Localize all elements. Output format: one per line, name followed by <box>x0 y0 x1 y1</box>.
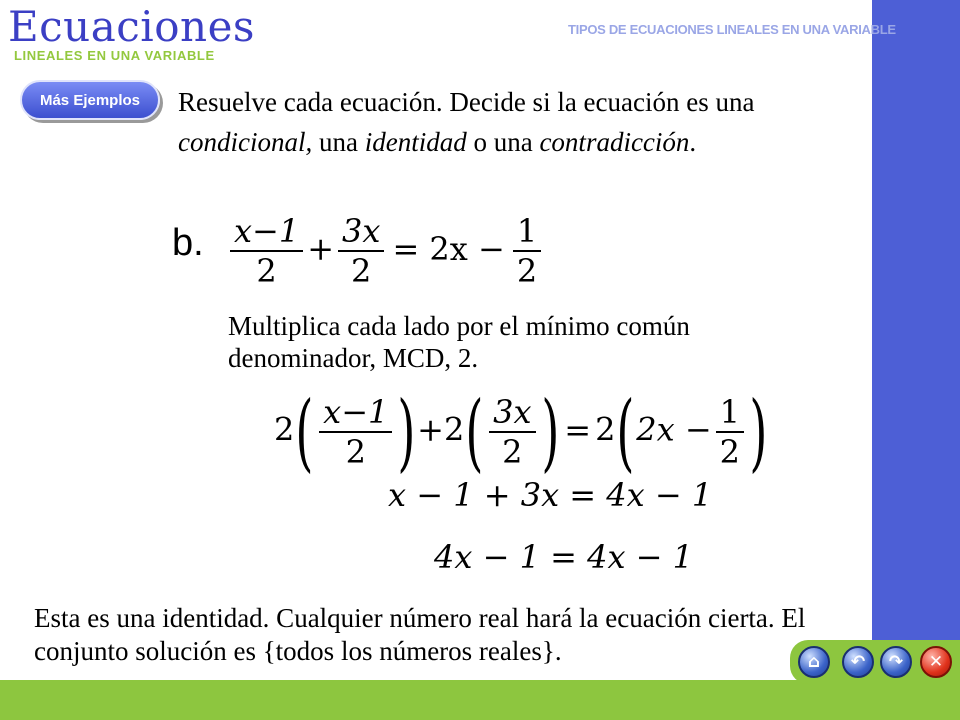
close-icon[interactable]: ✕ <box>920 646 952 678</box>
topic-header: TIPOS DE ECUACIONES LINEALES EN UNA VARIABLE <box>568 22 896 37</box>
back-icon[interactable]: ↶ <box>842 646 874 678</box>
fraction: $\frac{3x}{2}$ <box>489 393 535 471</box>
equation-original: $\frac{x-1}{2}$ + $\frac{3x}{2}$ = 2x − $\frac{1}{2}$ <box>226 212 545 290</box>
fraction: $\frac{x-1}{2}$ <box>319 393 392 471</box>
fraction: $\frac{x-1}{2}$ <box>230 212 303 290</box>
part-label: b. <box>172 222 204 264</box>
brand-subtitle: LINEALES EN UNA VARIABLE <box>14 48 215 63</box>
equation-simplified: x − 1 + 3x = 4x − 1 <box>388 476 713 514</box>
fraction: $\frac{1}{2}$ <box>513 212 541 290</box>
fraction: $\frac{3x}{2}$ <box>338 212 384 290</box>
step-instruction: Multiplica cada lado por el mínimo común denominador, MCD, 2. <box>228 311 690 373</box>
more-examples-badge[interactable]: Más Ejemplos <box>20 80 160 120</box>
instruction-text: Resuelve cada ecuación. Decide si la ecuación es una condicional, una identidad o una contradicción. <box>178 87 755 157</box>
forward-icon[interactable]: ↷ <box>880 646 912 678</box>
conclusion-text: Esta es una identidad. Cualquier número real hará la ecuación cierta. El conjunto solución es {todos los números reales}. <box>34 603 806 666</box>
home-icon[interactable]: ⌂ <box>798 646 830 678</box>
bottom-band <box>0 680 960 720</box>
equation-combined: 4x − 1 = 4x − 1 <box>434 538 693 576</box>
fraction: $\frac{1}{2}$ <box>716 393 744 471</box>
brand-title: Ecuaciones <box>8 2 255 51</box>
right-sidebar-band <box>872 0 960 680</box>
equation-multiplied: 2( $\frac{x-1}{2}$ )+2( $\frac{3x}{2}$ ) = 2(2x − $\frac{1}{2}$ ) <box>274 383 768 481</box>
